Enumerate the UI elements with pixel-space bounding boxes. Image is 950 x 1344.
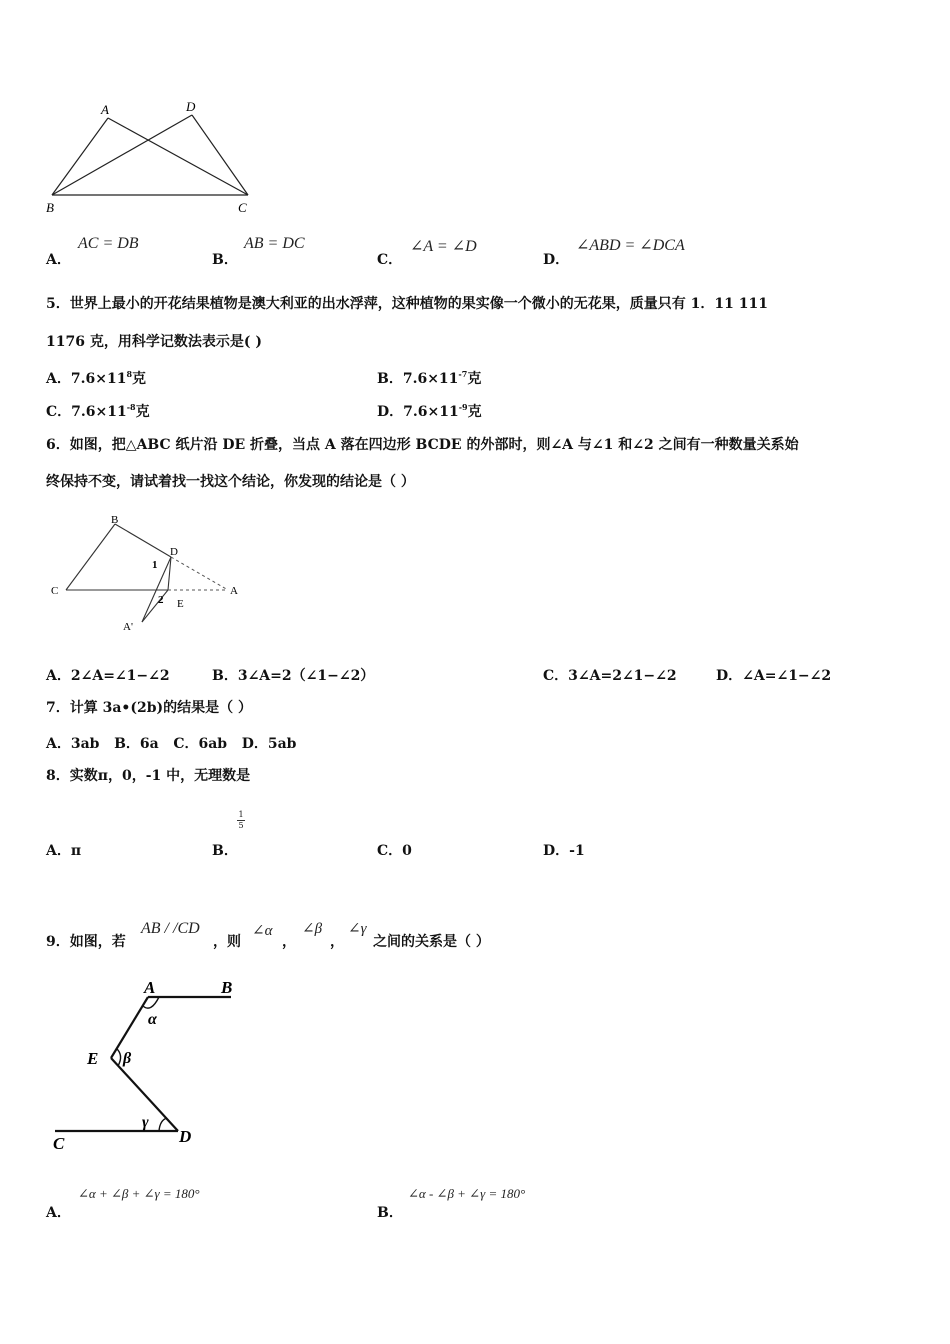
q9-math-beta: ∠β xyxy=(302,921,323,937)
q4-option-c-letter: C． xyxy=(377,252,403,268)
label-d: D xyxy=(170,546,178,558)
q4-option-b-math: AB = DC xyxy=(244,235,305,252)
q5-stem-line1: 5．世界上最小的开花结果植物是澳大利亚的出水浮萍，这种植物的果实像一个微小的无花果，质量只有 1．11 111 xyxy=(46,296,768,312)
q8-option-c: C．0 xyxy=(377,843,412,859)
q4-option-a-math: AC = DB xyxy=(78,235,139,252)
label-d: D xyxy=(179,1127,192,1146)
q6-option-b: B．3∠A=2（∠1−∠2） xyxy=(212,668,375,684)
q5-option-a: A．$7.6\times 11^8$克 xyxy=(46,369,147,387)
q9-sep1: ， xyxy=(282,934,296,950)
label-e: E xyxy=(177,598,184,610)
label-b: B xyxy=(221,978,233,997)
label-b: B xyxy=(46,200,54,215)
q4-option-b-letter: B． xyxy=(212,252,238,268)
q9-option-a-math: ∠α + ∠β + ∠γ = 180° xyxy=(78,1186,200,1201)
figure-fold-triangle xyxy=(40,510,250,640)
q9-math-alpha: ∠α xyxy=(252,923,273,939)
q9-math-gamma: ∠γ xyxy=(348,921,367,937)
q4-option-d-math: ∠ABD = ∠DCA xyxy=(576,237,685,254)
label-a: A xyxy=(144,978,156,997)
q8-option-d: D．-1 xyxy=(543,843,585,859)
q5-stem-line2: 1176 克，用科学记数法表示是( ) xyxy=(46,334,262,350)
q9-option-b-letter: B． xyxy=(377,1205,403,1221)
q9-stem-then: ，则 xyxy=(213,934,241,950)
q4-option-d-letter: D． xyxy=(543,252,570,268)
q5-option-c: C．$7.6\times 11^{-8}$克 xyxy=(46,402,150,420)
q9-sep2: ， xyxy=(330,934,344,950)
q5-option-d: D．$7.6\times 11^{-9}$克 xyxy=(377,402,482,420)
q5-option-b: B．$7.6\times 11^{-7}$克 xyxy=(377,369,482,387)
q8-stem: 8．实数π，0，-1 中，无理数是 xyxy=(46,768,251,784)
q6-option-a: A．2∠A=∠1−∠2 xyxy=(46,668,170,684)
q7-stem: 7．计算 3a•(2b)的结果是（ ） xyxy=(46,700,253,716)
q4-option-a-letter: A． xyxy=(46,252,71,268)
label-a: A xyxy=(230,585,238,597)
q4-option-c-math: ∠A = ∠D xyxy=(410,238,477,255)
label-beta: β xyxy=(123,1050,132,1067)
q9-option-a-letter: A． xyxy=(46,1205,71,1221)
q9-math-parallel: AB / /CD xyxy=(141,920,200,937)
q6-option-d: D．∠A=∠1−∠2 xyxy=(716,668,832,684)
label-angle-1: 1 xyxy=(152,559,158,571)
q6-option-c: C．3∠A=2∠1−∠2 xyxy=(543,668,677,684)
label-d: D xyxy=(186,99,196,114)
label-b: B xyxy=(111,514,119,526)
label-alpha: α xyxy=(148,1011,157,1028)
label-a-prime: A' xyxy=(123,621,133,633)
q9-stem-prefix: 9．如图，若 xyxy=(46,934,126,950)
q7-options: A．3ab B．6a C．6ab D．5ab xyxy=(46,736,297,752)
label-angle-2: 2 xyxy=(158,594,164,606)
fraction-numerator: 1 xyxy=(238,810,244,819)
figure-triangles-abcd xyxy=(40,95,265,220)
q8-option-a: A．π xyxy=(46,843,82,859)
q8-option-b: B． xyxy=(212,843,238,859)
label-gamma: γ xyxy=(142,1114,149,1131)
q6-stem-line2: 终保持不变，请试着找一找这个结论，你发现的结论是（ ） xyxy=(46,474,415,490)
label-a: A xyxy=(101,102,109,117)
label-c: C xyxy=(51,585,59,597)
fraction-denominator: 5 xyxy=(238,821,244,830)
label-c: C xyxy=(53,1134,65,1153)
q9-option-b-math: ∠α - ∠β + ∠γ = 180° xyxy=(408,1186,526,1201)
label-e: E xyxy=(87,1049,99,1068)
q9-stem-suffix: 之间的关系是（ ） xyxy=(373,934,490,950)
q6-stem-line1: 6．如图，把△ABC 纸片沿 DE 折叠，当点 A 落在四边形 BCDE 的外部时，则∠A 与∠1 和∠2 之间有一种数量关系始 xyxy=(46,437,799,453)
label-c: C xyxy=(238,200,247,215)
figure-parallel-lines xyxy=(45,975,255,1155)
q8-fraction xyxy=(236,810,246,830)
